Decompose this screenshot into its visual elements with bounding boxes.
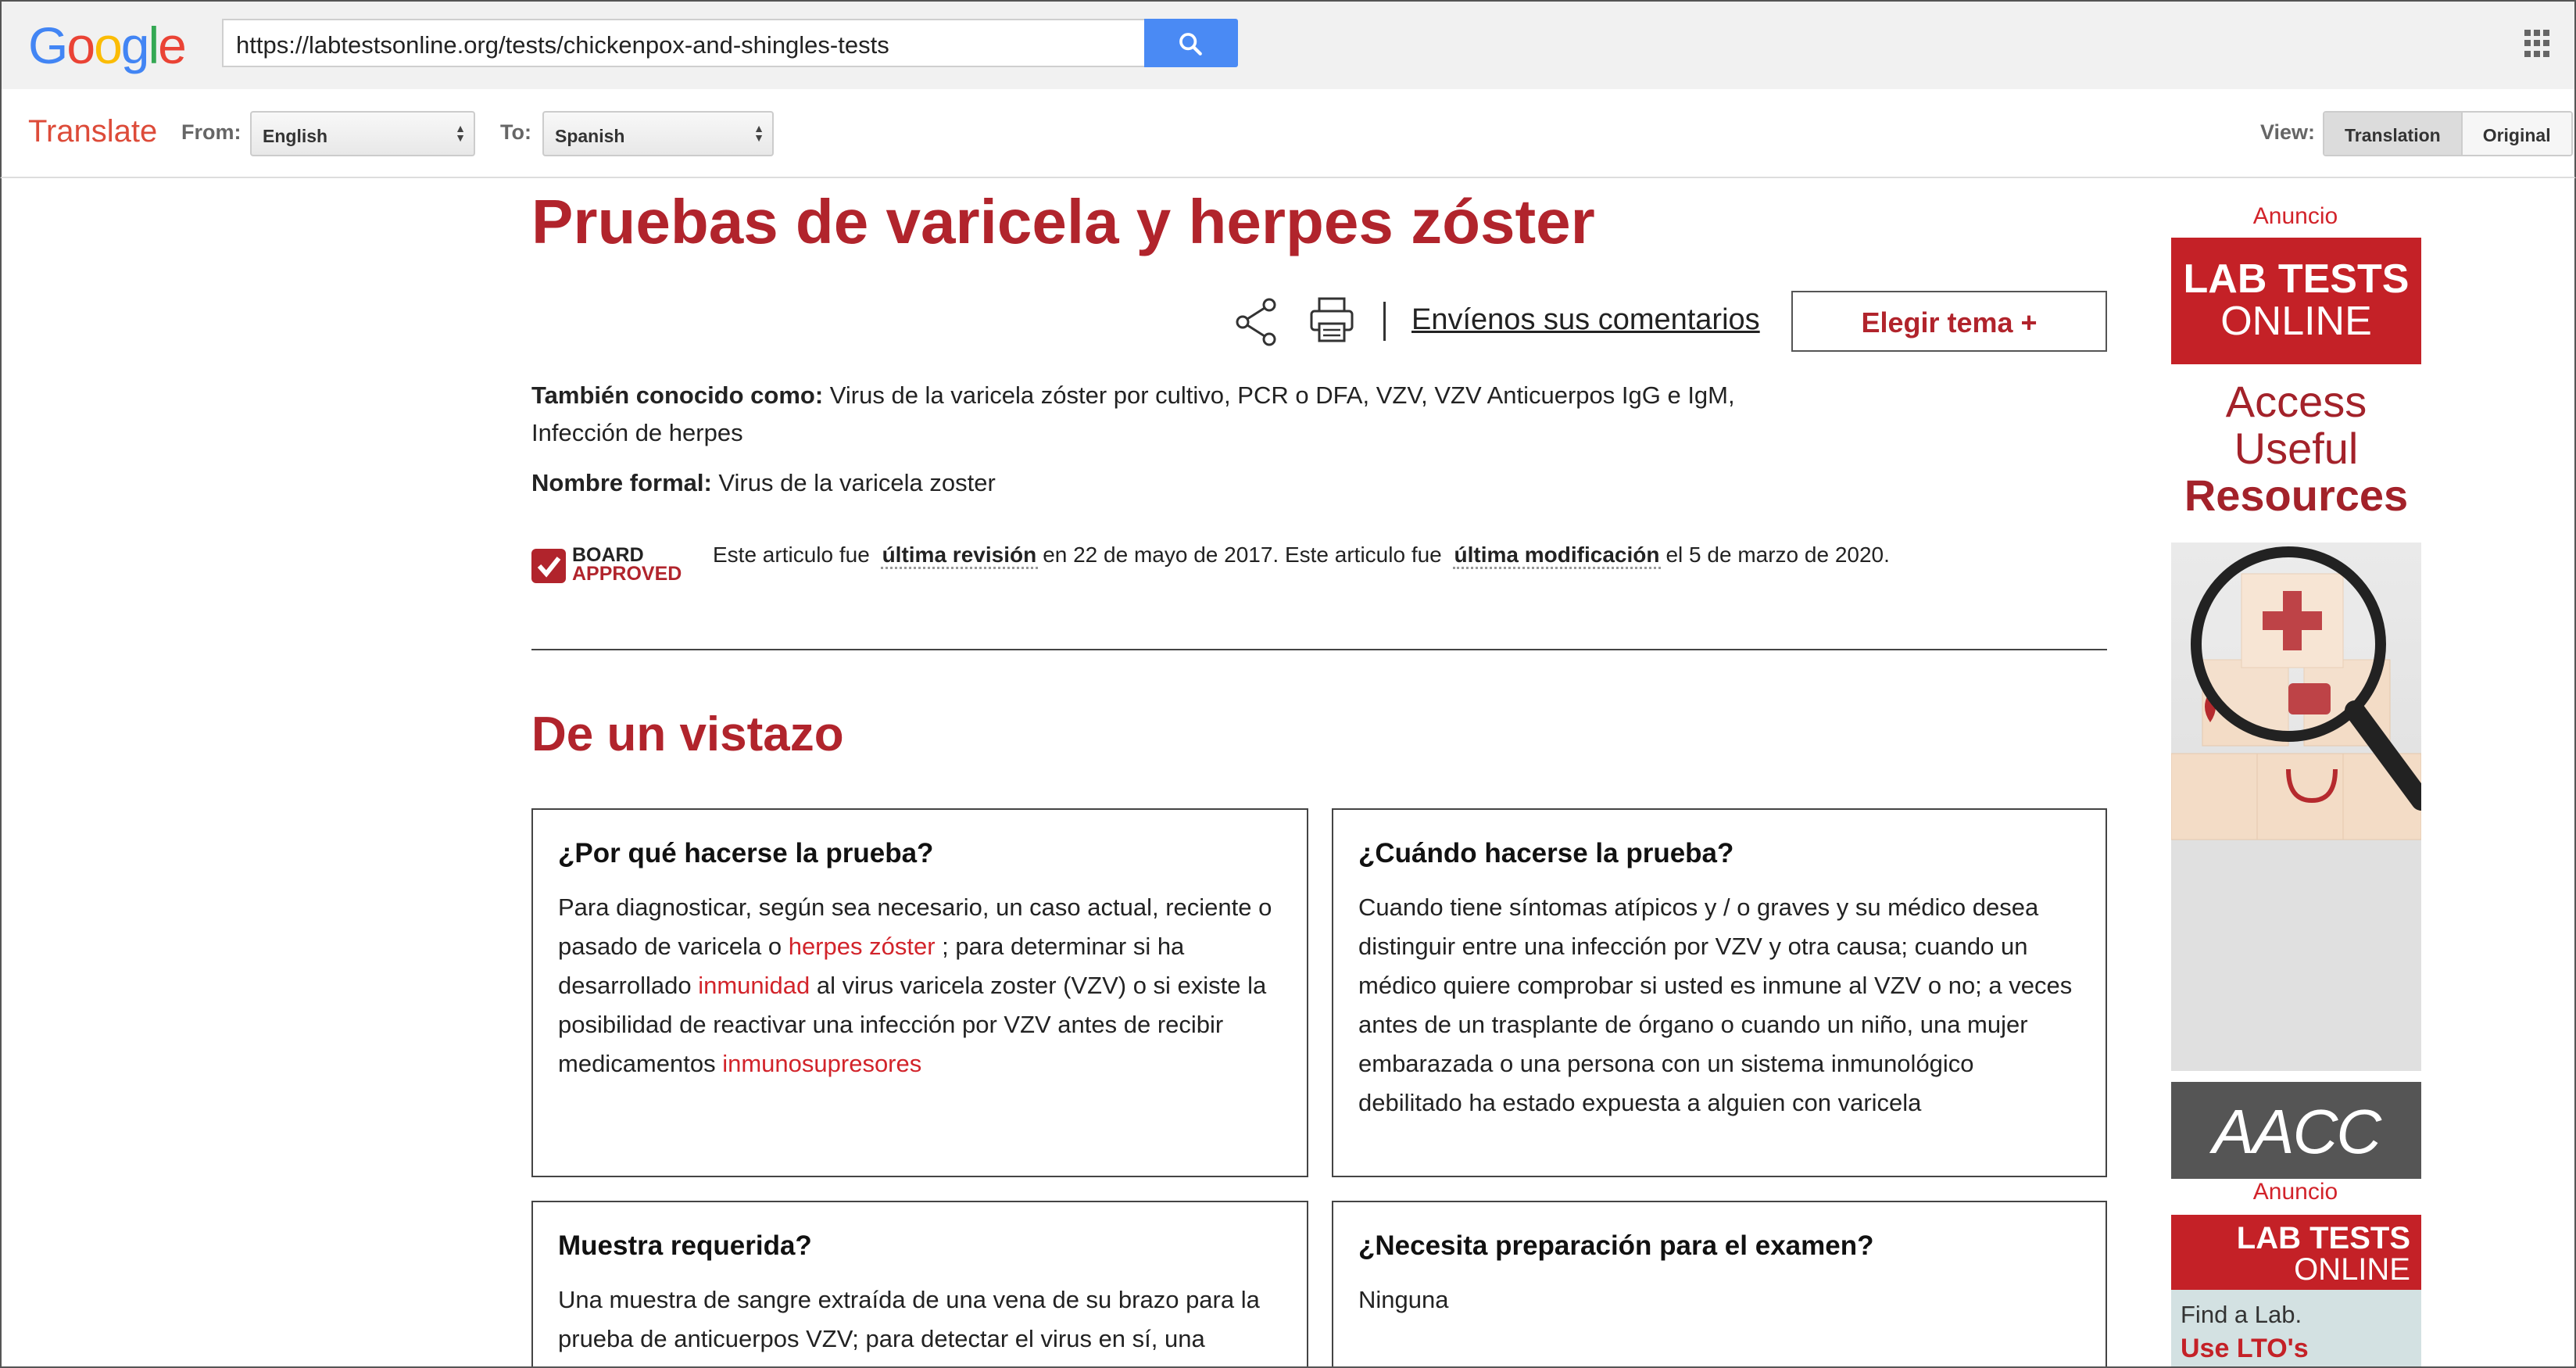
ad-logo-line: ONLINE xyxy=(2220,299,2372,344)
search-button[interactable] xyxy=(1144,19,1238,67)
card-test-preparation xyxy=(1332,1201,2107,1368)
view-translation-button[interactable]: Translation xyxy=(2324,113,2463,155)
board-approved-badge xyxy=(531,546,689,586)
ad-text: Resources xyxy=(2184,471,2409,520)
from-language-select[interactable] xyxy=(250,111,475,156)
last-reviewed-term[interactable]: última revisión xyxy=(881,543,1039,569)
formal-name xyxy=(531,464,996,502)
logo-letter: G xyxy=(28,16,67,74)
logo-letter: l xyxy=(148,16,159,74)
card-text: Cuando tiene síntomas atípicos y / o graves y su médico desea distinguir entre una infección por VZV y otra causa; cuando un médico quiere comprobar si usted es inmune al VZV o no; a veces antes de un trasplante de órgano o cuando un niño, una mujer embarazada o una persona con un sistema inmunológico debilitado ha estado expuesta a alguien con varicela xyxy=(1358,893,2073,1116)
view-original-button[interactable]: Original xyxy=(2463,113,2571,155)
ad-aacc-logo[interactable]: AACC xyxy=(2171,1082,2421,1179)
page-title: Pruebas de varicela y herpes zóster xyxy=(531,187,1595,256)
logo-letter: g xyxy=(120,16,148,74)
card-title: Muestra requerida? xyxy=(558,1230,812,1261)
review-text: Este articulo fue xyxy=(713,543,870,567)
ad-find-a-lab[interactable] xyxy=(2171,1290,2421,1368)
card-why-test xyxy=(531,808,1308,1177)
review-text: en 22 de mayo de 2017. Este articulo fue xyxy=(1043,543,1442,567)
select-arrows-icon: ▲ ▼ xyxy=(753,122,764,144)
share-icon[interactable] xyxy=(1233,297,1280,347)
to-label: To: xyxy=(500,120,531,144)
ad-text: Find a Lab. xyxy=(2181,1301,2302,1328)
ad-text: Access xyxy=(2225,377,2367,426)
badge-line-1: BOARD xyxy=(572,544,644,566)
link-immunosuppressants[interactable]: inmunosupresores xyxy=(722,1050,922,1077)
google-header xyxy=(0,0,2576,89)
card-title: ¿Necesita preparación para el examen? xyxy=(1358,1230,1874,1261)
checkmark-icon xyxy=(531,549,566,583)
card-title: ¿Por qué hacerse la prueba? xyxy=(558,838,934,868)
search-icon xyxy=(1177,30,1204,57)
url-input[interactable]: https://labtestsonline.org/tests/chickenpox-and-shingles-tests xyxy=(222,19,1144,67)
apps-grid-icon[interactable] xyxy=(2524,30,2553,58)
link-herpes-zoster[interactable]: herpes zóster xyxy=(788,933,936,960)
last-modified-term[interactable]: última modificación xyxy=(1453,543,1662,569)
to-language-value: Spanish xyxy=(555,126,625,146)
ad-access-resources[interactable] xyxy=(2171,378,2421,519)
ad-label: Anuncio xyxy=(2252,1179,2338,1205)
ad-text: Use LTO's xyxy=(2181,1334,2309,1363)
ad-logo-line: ONLINE xyxy=(2294,1252,2410,1287)
to-language-select[interactable] xyxy=(542,111,774,156)
ad-logo-line: LAB TESTS xyxy=(2183,256,2410,302)
card-text: Ninguna xyxy=(1358,1286,1449,1313)
choose-topic-button[interactable]: Elegir tema + xyxy=(1791,291,2107,352)
review-info xyxy=(713,543,1890,568)
view-label: View: xyxy=(2260,120,2316,144)
aka-label: También conocido como: xyxy=(531,381,824,409)
ad-text: Useful xyxy=(2234,424,2359,473)
link-immunity[interactable]: inmunidad xyxy=(698,972,810,999)
print-icon[interactable] xyxy=(1308,295,1355,344)
section-title: De un vistazo xyxy=(531,707,844,761)
card-text: Para diagnosticar, según sea necesario, un caso actual, reciente o pasado de varicela o herpes zóster ; para determinar si ha desarrollado inmunidad al virus varicela zoster (VZV) o si existe la posibilidad de reactivar una infección por VZV antes de recibir medicamentos inmunosupresores xyxy=(558,893,1272,1077)
page-content xyxy=(0,178,2576,1368)
review-text: el 5 de marzo de 2020. xyxy=(1665,543,1890,567)
ad-logo-line: LAB TESTS xyxy=(2236,1221,2410,1255)
ad-label: Anuncio xyxy=(2252,203,2338,229)
toolbar-divider xyxy=(1383,302,1386,341)
card-title: ¿Cuándo hacerse la prueba? xyxy=(1358,838,1734,868)
select-arrows-icon: ▲ ▼ xyxy=(455,122,466,144)
divider xyxy=(531,649,2107,650)
aka-value: Virus de la varicela zóster por cultivo, PCR o DFA, VZV, VZV Anticuerpos IgG e IgM, Infección de herpes xyxy=(531,381,1735,446)
translate-toolbar xyxy=(0,89,2576,178)
card-when-test xyxy=(1332,808,2107,1177)
card-text: Una muestra de sangre extraída de una vena de su brazo para la prueba de anticuerpos VZV; para detectar el virus en sí, una xyxy=(558,1286,1260,1352)
from-language-value: English xyxy=(263,126,328,146)
ad-lab-tests-online-logo[interactable] xyxy=(2171,238,2421,364)
also-known-as xyxy=(531,377,1751,452)
google-logo[interactable] xyxy=(28,16,185,75)
logo-letter: o xyxy=(94,16,121,74)
ad-magnifier-image[interactable] xyxy=(2171,543,2421,1071)
view-toggle xyxy=(2323,111,2573,156)
badge-line-2: APPROVED xyxy=(572,563,682,585)
logo-letter: o xyxy=(66,16,95,74)
logo-letter: e xyxy=(158,16,185,74)
formal-value: Virus de la varicela zoster xyxy=(711,469,996,496)
formal-label: Nombre formal: xyxy=(531,469,712,496)
magnifier-blocks-illustration xyxy=(2171,543,2421,1071)
from-label: From: xyxy=(181,120,242,144)
ad-lab-tests-online-logo[interactable] xyxy=(2171,1215,2421,1290)
feedback-link[interactable]: Envíenos sus comentarios xyxy=(1411,303,1760,336)
card-sample-required xyxy=(531,1201,1308,1368)
translate-title[interactable]: Translate xyxy=(28,114,158,149)
